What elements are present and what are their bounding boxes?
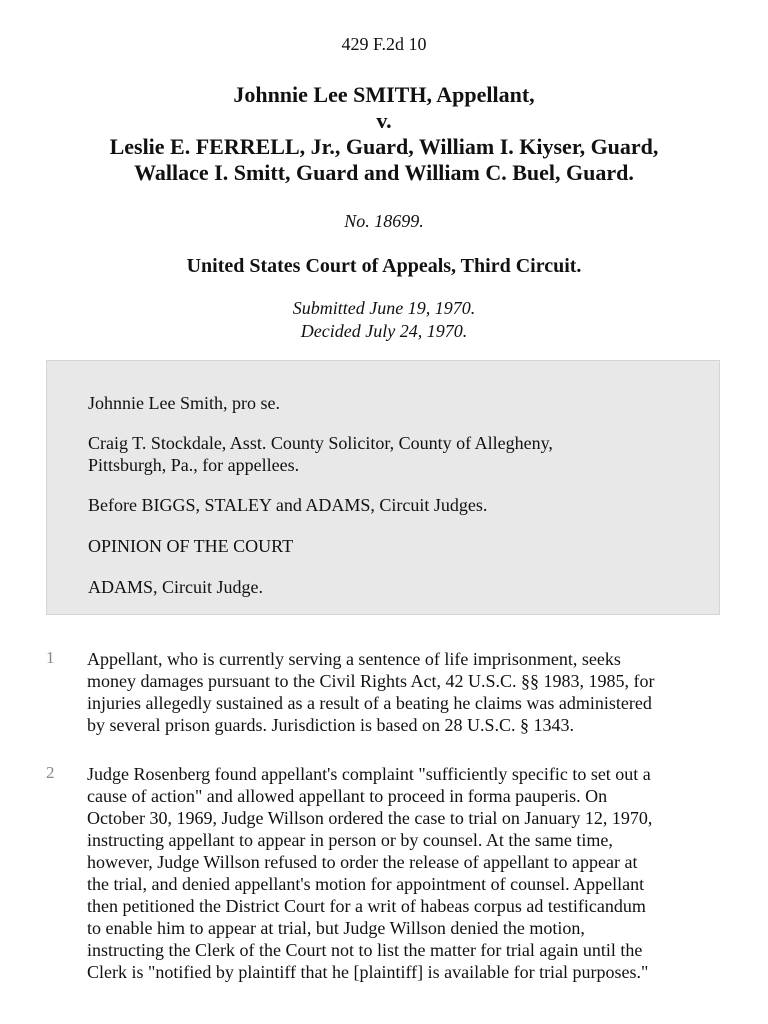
paragraph-line: however, Judge Willson refused to order the release of appellant to appear at xyxy=(87,852,638,872)
paragraph-line: instructing the Clerk of the Court not to list the matter for trial again until the xyxy=(87,940,643,960)
paragraph-line: money damages pursuant to the Civil Rights Act, 42 U.S.C. §§ 1983, 1985, for xyxy=(87,671,655,691)
paragraph-text xyxy=(87,648,727,736)
appellant-counsel: Johnnie Lee Smith, pro se. xyxy=(88,393,280,413)
paragraph-line: to enable him to appear at trial, but Judge Willson denied the motion, xyxy=(87,918,585,938)
appellee-counsel-line-1: Craig T. Stockdale, Asst. County Solicitor, County of Allegheny, xyxy=(88,433,553,453)
paragraph-line: then petitioned the District Court for a writ of habeas corpus ad testificandum xyxy=(87,896,646,916)
appellee-counsel-line-2: Pittsburgh, Pa., for appellees. xyxy=(88,455,300,475)
caption-appellees-line-1: Leslie E. FERRELL, Jr., Guard, William I. Kiyser, Guard, xyxy=(109,134,659,159)
paragraph-number: 1 xyxy=(46,648,55,667)
paragraph-number: 2 xyxy=(46,763,55,782)
paragraph-line: Judge Rosenberg found appellant's complaint "sufficiently specific to set out a xyxy=(87,764,651,784)
caption-appellees-line-2: Wallace I. Smitt, Guard and William C. Buel, Guard. xyxy=(134,160,634,185)
case-caption xyxy=(0,82,768,186)
paragraph-line: Clerk is "notified by plaintiff that he [plaintiff] is available for trial purposes." xyxy=(87,962,649,982)
paragraph-line: the trial, and denied appellant's motion for appointment of counsel. Appellant xyxy=(87,874,645,894)
reporter-citation: 429 F.2d 10 xyxy=(341,34,427,54)
paragraph-line: instructing appellant to appear in person or by counsel. At the same time, xyxy=(87,830,613,850)
caption-appellant: Johnnie Lee SMITH, Appellant, xyxy=(233,82,535,107)
case-header-box xyxy=(46,360,720,615)
paragraph-line: Appellant, who is currently serving a sentence of life imprisonment, seeks xyxy=(87,649,621,669)
judicial-panel: Before BIGGS, STALEY and ADAMS, Circuit Judges. xyxy=(88,495,488,515)
paragraph-line: cause of action" and allowed appellant to proceed in forma pauperis. On xyxy=(87,786,608,806)
paragraph-line: by several prison guards. Jurisdiction is based on 28 U.S.C. § 1343. xyxy=(87,715,574,735)
opinion-author: ADAMS, Circuit Judge. xyxy=(88,577,263,597)
opinion-heading: OPINION OF THE COURT xyxy=(88,536,294,556)
decided-date: Decided July 24, 1970. xyxy=(300,321,468,341)
paragraph-text xyxy=(87,763,727,983)
court-name: United States Court of Appeals, Third Circuit. xyxy=(186,255,582,277)
appellee-counsel xyxy=(88,432,698,476)
paragraph-line: injuries allegedly sustained as a result of a beating he claims was administered xyxy=(87,693,652,713)
docket-number: No. 18699. xyxy=(344,211,424,231)
case-dates xyxy=(0,297,768,343)
submitted-date: Submitted June 19, 1970. xyxy=(292,298,476,318)
caption-versus: v. xyxy=(376,108,392,133)
paragraph-line: October 30, 1969, Judge Willson ordered the case to trial on January 12, 1970, xyxy=(87,808,653,828)
